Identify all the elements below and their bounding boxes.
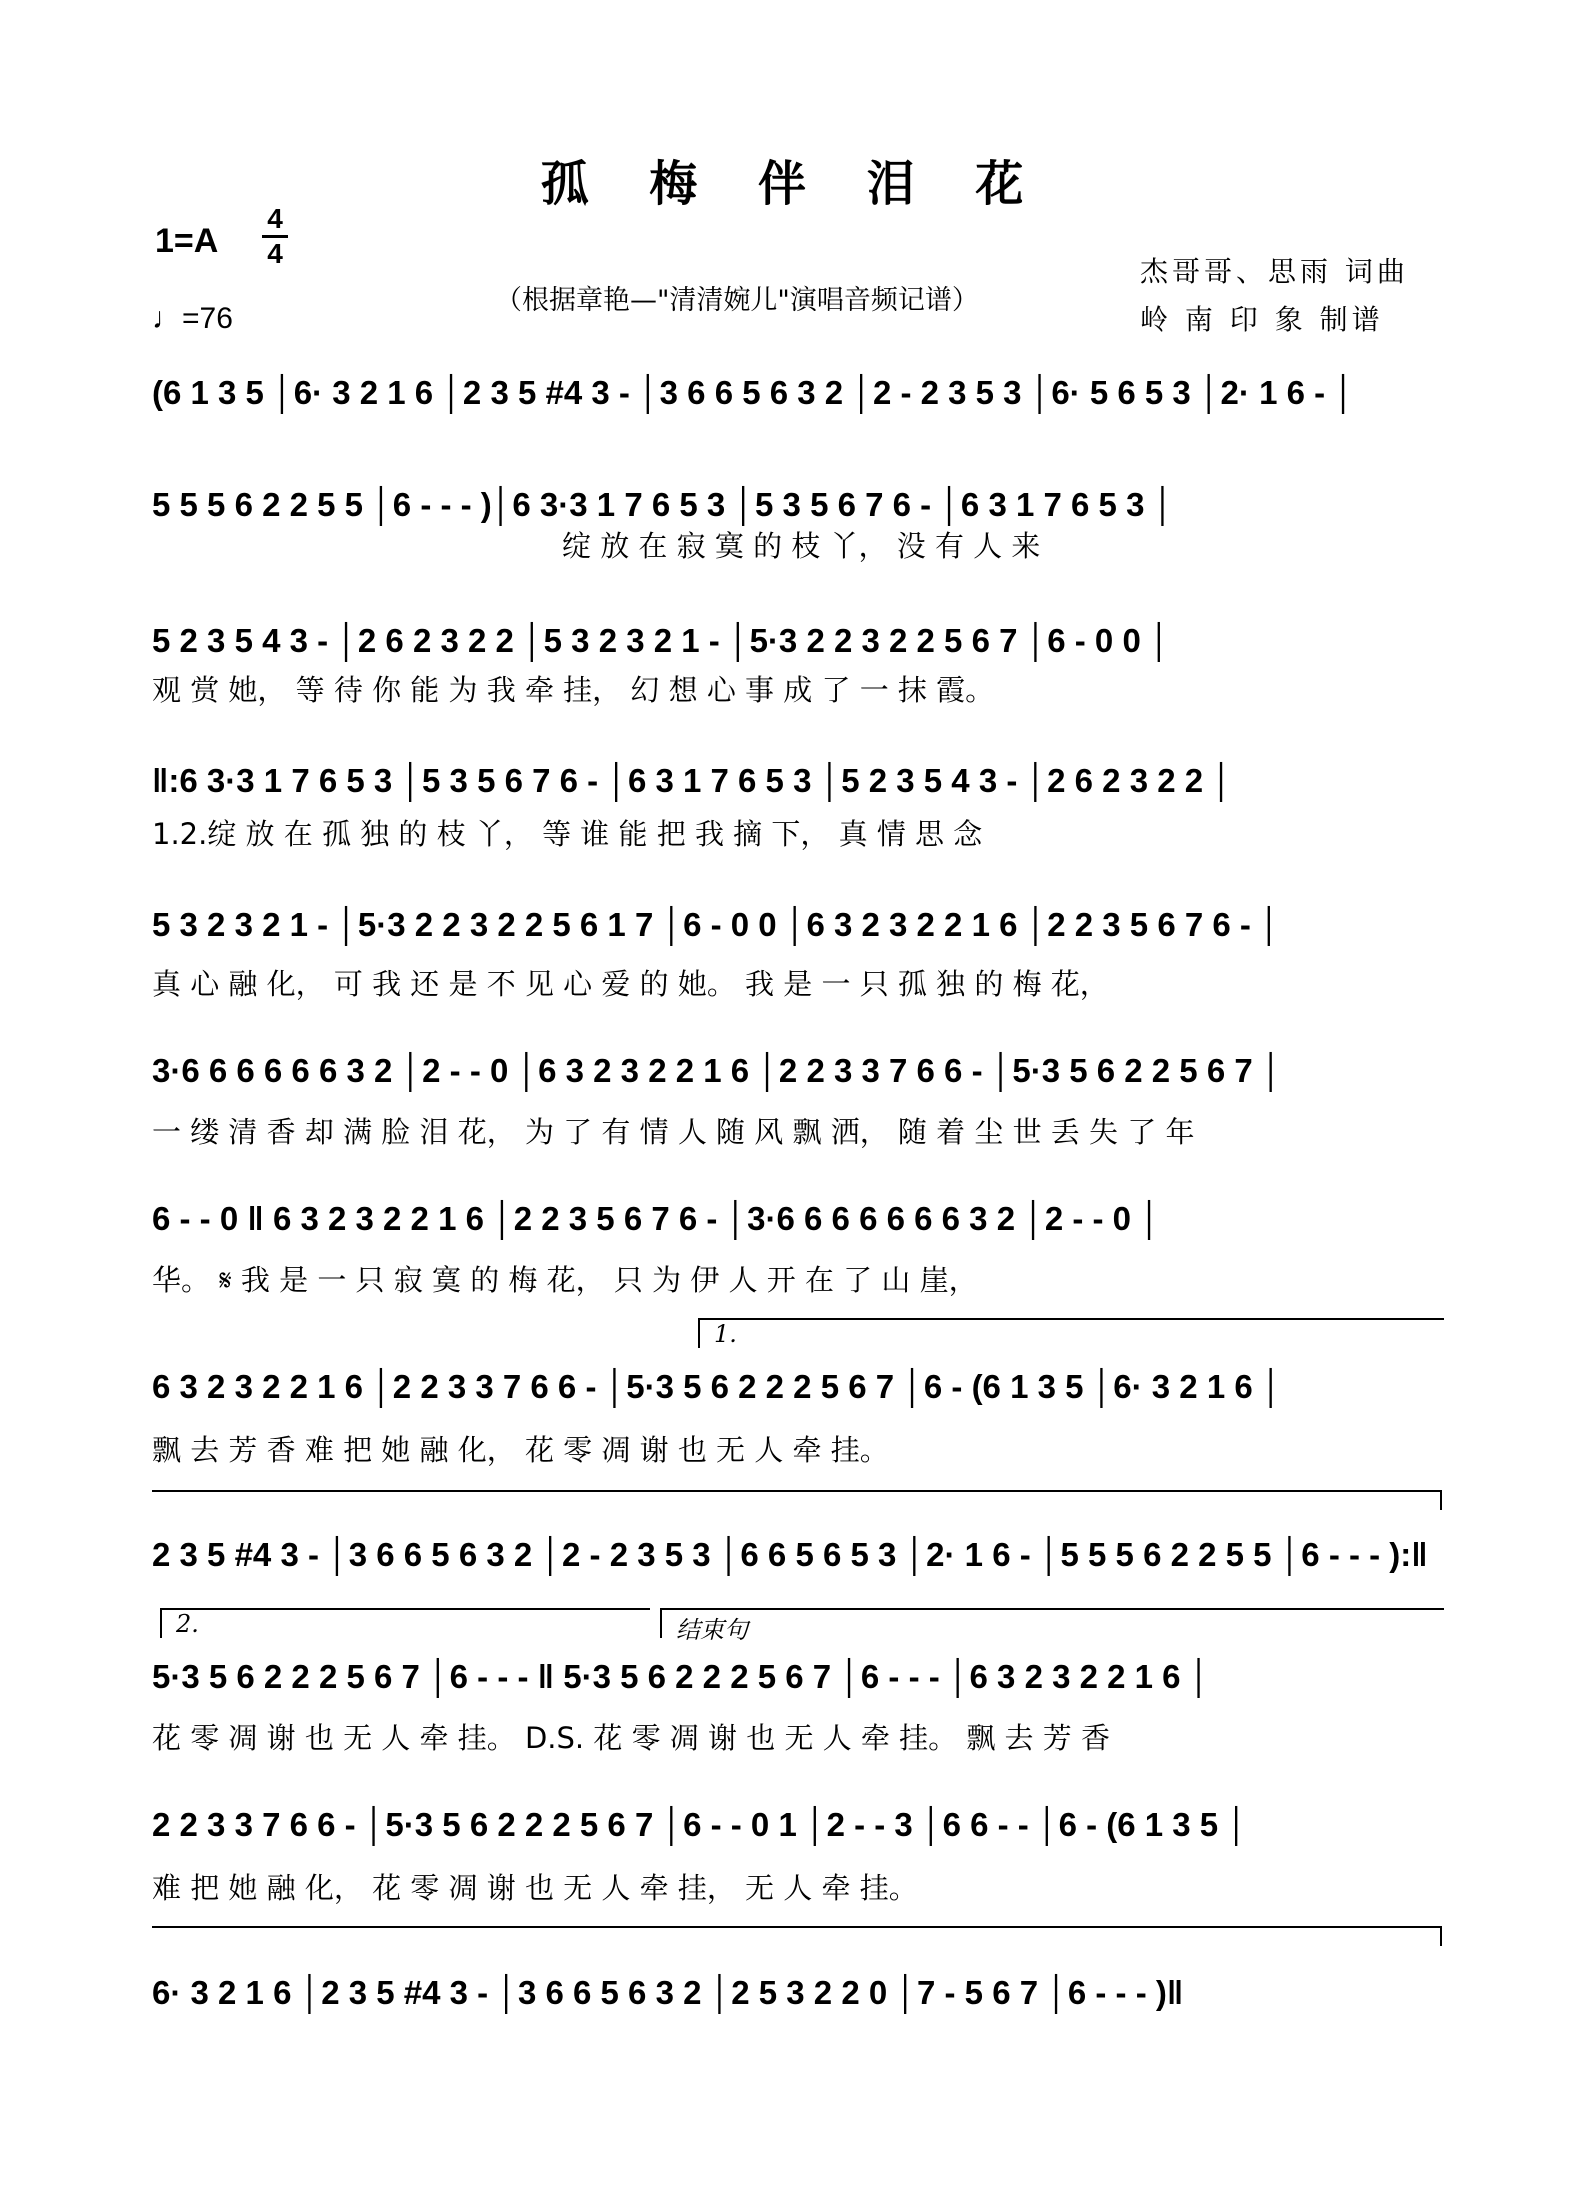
staff-row	[152, 900, 1444, 950]
jianpu-notes: 6· 3 2 1 6 │2 3 5 #4 3 - │3 6 6 5 6 3 2 │2 5 3 2 2 0 │7 - 5 6 7 │6 - - - )‖	[152, 1974, 1184, 2011]
time-signature-bottom: 4	[267, 238, 283, 269]
staff-row	[152, 1530, 1444, 1580]
jianpu-notes: 5 3 2 3 2 1 - │5·3 2 2 3 2 2 5 6 1 7 │6 - 0 0 │6 3 2 3 2 2 1 6 │2 2 3 5 6 7 6 - │	[152, 906, 1281, 943]
jianpu-notes: 5 5 5 6 2 2 5 5 │6 - - - )│6 3·3 1 7 6 5 3 │5 3 5 6 7 6 - │6 3 1 7 6 5 3 │	[152, 486, 1175, 523]
source-note: （根据章艳—"清清婉儿"演唱音频记谱）	[495, 285, 979, 316]
lyrics-line: 绽 放 在 寂 寞 的 枝 丫， 没 有 人 来	[562, 529, 1041, 563]
time-signature	[262, 205, 288, 268]
jianpu-notes: 5·3 5 6 2 2 2 5 6 7 │6 - - - ‖ 5·3 5 6 2 2 2 5 6 7 │6 - - - │6 3 2 3 2 2 1 6 │	[152, 1658, 1211, 1695]
second-ending-label: 2.	[176, 1610, 199, 1638]
staff-row	[152, 1046, 1444, 1096]
coda-continuation	[152, 1926, 1442, 1928]
lyrics-line: 观 赏 她， 等 待 你 能 为 我 牵 挂， 幻 想 心 事 成 了 一 抹 霞。	[152, 673, 995, 707]
staff-row	[152, 368, 1444, 418]
lyrics-line: 1.2.绽 放 在 孤 独 的 枝 丫， 等 谁 能 把 我 摘 下， 真 情 思 念	[152, 817, 983, 851]
staff-row	[152, 1800, 1444, 1850]
staff-row	[152, 1968, 1444, 2018]
credit-score: 岭 南 印 象 制谱	[1140, 303, 1384, 336]
staff-row	[152, 1362, 1444, 1412]
time-signature-top: 4	[267, 203, 283, 234]
first-ending-end	[1440, 1490, 1442, 1510]
coda-label: 结束句	[676, 1616, 748, 1644]
staff-row	[152, 756, 1444, 806]
staff-row	[152, 1194, 1444, 1244]
first-ending-bracket	[698, 1318, 1444, 1348]
jianpu-notes: 5 2 3 5 4 3 - │2 6 2 3 2 2 │5 3 2 3 2 1 - │5·3 2 2 3 2 2 5 6 7 │6 - 0 0 │	[152, 622, 1171, 659]
second-ending-bracket	[160, 1608, 650, 1638]
staff-row	[152, 616, 1444, 666]
lyrics-line: 难 把 她 融 化， 花 零 凋 谢 也 无 人 牵 挂， 无 人 牵 挂。	[152, 1871, 918, 1905]
lyrics-line: 真 心 融 化， 可 我 还 是 不 见 心 爱 的 她。 我 是 一 只 孤 独 的 梅 花，	[152, 967, 1109, 1001]
song-title: 孤 梅 伴 泪 花	[540, 156, 1046, 212]
jianpu-notes: (6 1 3 5 │6· 3 2 1 6 │2 3 5 #4 3 - │3 6 6 5 6 3 2 │2 - 2 3 5 3 │6· 5 6 5 3 │2· 1 6 - │	[152, 374, 1355, 411]
tempo-marking: ♩=76	[152, 302, 233, 335]
lyrics-line: 花 零 凋 谢 也 无 人 牵 挂。 D.S. 花 零 凋 谢 也 无 人 牵 挂。 飘 去 芳 香	[152, 1721, 1110, 1755]
jianpu-notes: ‖:6 3·3 1 7 6 5 3 │5 3 5 6 7 6 - │6 3 1 7 6 5 3 │5 2 3 5 4 3 - │2 6 2 3 2 2 │	[152, 762, 1233, 799]
credit-lyrics-music: 杰哥哥、思雨 词曲	[1140, 255, 1409, 288]
key-signature: 1=A	[155, 222, 219, 260]
lyrics-line: 飘 去 芳 香 难 把 她 融 化， 花 零 凋 谢 也 无 人 牵 挂。	[152, 1433, 889, 1467]
jianpu-notes: 3·6 6 6 6 6 6 3 2 │2 - - 0 │6 3 2 3 2 2 1 6 │2 2 3 3 7 6 6 - │5·3 5 6 2 2 5 6 7 │	[152, 1052, 1283, 1089]
jianpu-notes: 6 - - 0 ‖ 6 3 2 3 2 2 1 6 │2 2 3 5 6 7 6 - │3·6 6 6 6 6 6 6 3 2 │2 - - 0 │	[152, 1200, 1161, 1237]
lyrics-line: 一 缕 清 香 却 满 脸 泪 花， 为 了 有 情 人 随 风 飘 洒， 随 着 尘 世 丢 失 了 年	[152, 1115, 1195, 1149]
jianpu-notes: 6 3 2 3 2 2 1 6 │2 2 3 3 7 6 6 - │5·3 5 6 2 2 2 5 6 7 │6 - (6 1 3 5 │6· 3 2 1 6 │	[152, 1368, 1283, 1405]
staff-row	[152, 480, 1444, 530]
coda-bracket	[660, 1608, 1444, 1644]
coda-end	[1440, 1926, 1442, 1946]
staff-row	[152, 1652, 1444, 1702]
first-ending-label: 1.	[714, 1320, 737, 1348]
lyrics-line: 华。 𝄋 我 是 一 只 寂 寞 的 梅 花， 只 为 伊 人 开 在 了 山 崖，	[152, 1263, 978, 1297]
first-ending-continuation	[152, 1490, 1442, 1492]
jianpu-notes: 2 3 5 #4 3 - │3 6 6 5 6 3 2 │2 - 2 3 5 3 │6 6 5 6 5 3 │2· 1 6 - │5 5 5 6 2 2 5 5 │6 - - - ):‖	[152, 1536, 1428, 1573]
jianpu-notes: 2 2 3 3 7 6 6 - │5·3 5 6 2 2 2 5 6 7 │6 - - 0 1 │2 - - 3 │6 6 - - │6 - (6 1 3 5 │	[152, 1806, 1248, 1843]
